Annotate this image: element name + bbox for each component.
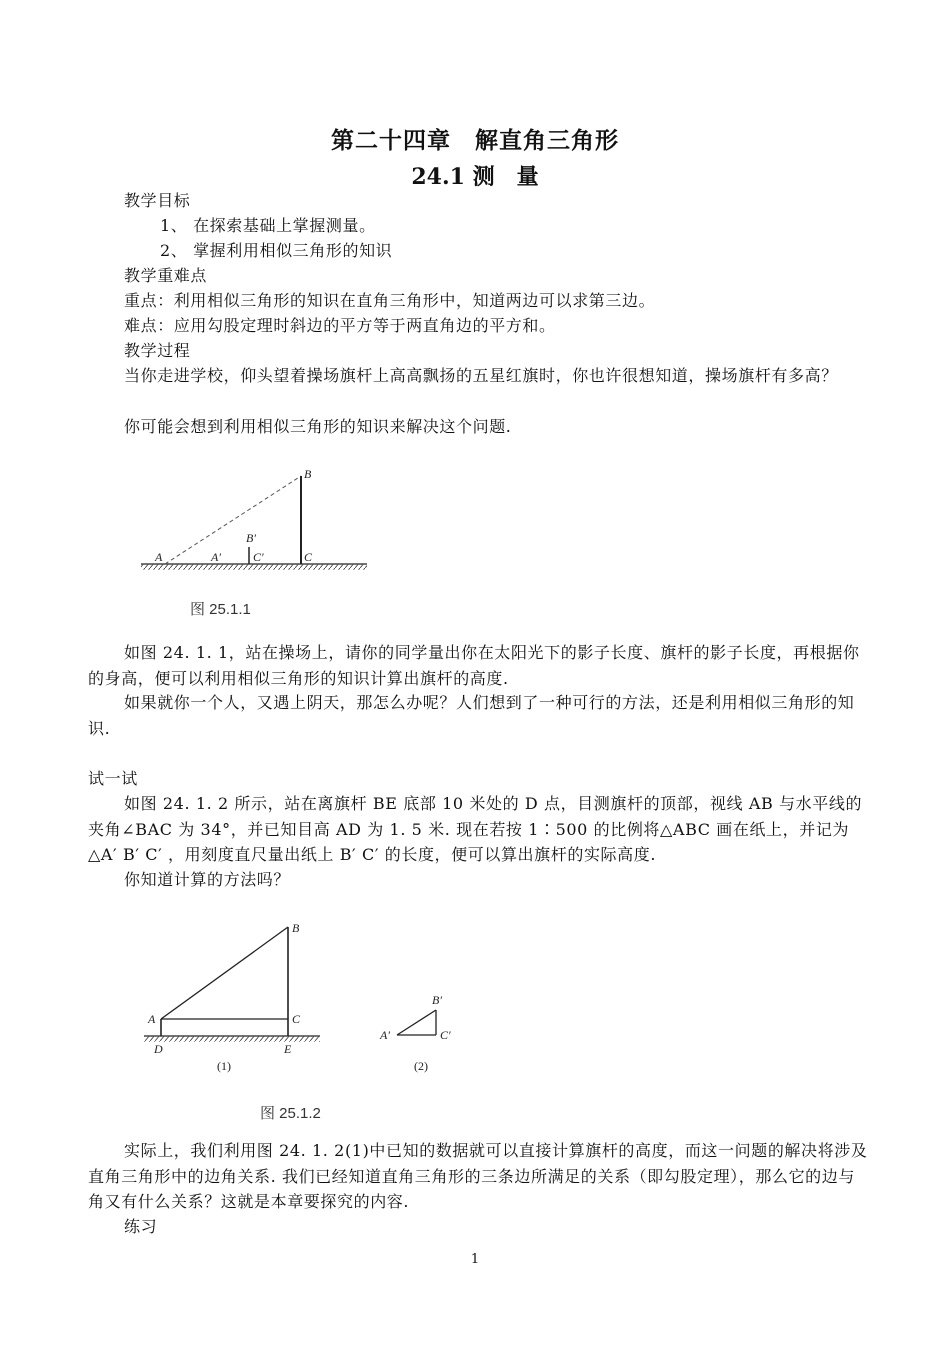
try-paragraph-2: 你知道计算的方法吗？	[124, 870, 291, 889]
label-C: C	[292, 1012, 301, 1026]
figure-2-caption: 图 25.1.2	[260, 1105, 321, 1122]
label-A: A	[155, 550, 163, 564]
process-label: 教学过程	[124, 341, 191, 360]
try-section-label: 试一试	[88, 769, 138, 788]
label-C-prime: C′	[440, 1028, 451, 1042]
figure-1-paragraph-2: 如果就你一个人，又遇上阴天，那怎么办呢？人们想到了一种可行的方法，还是利用相似三角形的知识.	[88, 693, 855, 738]
try-paragraph-1: 如图 24. 1. 2 所示，站在离旗杆 BE 底部 10 米处的 D 点，目测旗杆的顶部，视线 AB 与水平线的夹角∠BAC 为 34°，并已知目高 AD 为 1. 5 米. 现在若按 1∶500 的比例将△ABC 画在纸上，并记为△A′ B′ C′ ，用刻度直尺量出纸上 B′ C′ 的长度，便可以算出旗杆的实际高度.	[88, 794, 863, 864]
sun-ray-line	[165, 476, 301, 564]
label-E: E	[284, 1042, 292, 1056]
ground-hatch	[141, 565, 367, 570]
label-B: B	[292, 921, 300, 935]
label-A-prime: A′	[380, 1028, 390, 1042]
hard-point: 难点：应用勾股定理时斜边的平方等于两直角边的平方和。	[124, 316, 556, 335]
key-point: 重点：利用相似三角形的知识在直角三角形中，知道两边可以求第三边。	[124, 291, 656, 310]
section-title: 24.1 测 量	[411, 164, 539, 190]
label-B-prime: B′	[246, 531, 256, 545]
practice-label: 练习	[124, 1217, 158, 1236]
objective-item-1: 1、 在探索基础上掌握测量。	[160, 216, 376, 235]
label-B-prime: B′	[432, 993, 442, 1007]
process-paragraph-2: 你可能会想到利用相似三角形的知识来解决这个问题.	[124, 417, 512, 436]
sub-caption-2: (2)	[414, 1059, 428, 1073]
figure-flagpole-diagram	[140, 915, 470, 1080]
figure-1-paragraph-1: 如图 24. 1. 1，站在操场上，请你的同学量出你在太阳光下的影子长度、旗杆的影子长度，再根据你的身高，便可以利用相似三角形的知识计算出旗杆的高度.	[88, 643, 860, 688]
line-AB	[161, 927, 288, 1019]
line-A-prime-B-prime	[397, 1010, 436, 1035]
label-B: B	[304, 467, 312, 481]
objective-item-2: 2、 掌握利用相似三角形的知识	[160, 241, 393, 260]
ground-hatch	[144, 1037, 320, 1042]
label-C-prime: C′	[253, 550, 264, 564]
sub-caption-1: (1)	[217, 1059, 231, 1073]
label-A-prime: A′	[211, 550, 221, 564]
label-A: A	[148, 1012, 156, 1026]
difficulties-label: 教学重难点	[124, 266, 208, 285]
label-D: D	[154, 1042, 163, 1056]
objectives-label: 教学目标	[124, 191, 191, 210]
figure-shadow-diagram	[135, 460, 375, 580]
process-paragraph-1: 当你走进学校，仰头望着操场旗杆上高高飘扬的五星红旗时，你也许很想知道，操场旗杆有多高？	[124, 366, 838, 385]
chapter-title: 第二十四章 解直角三角形	[331, 127, 619, 154]
label-C: C	[304, 550, 313, 564]
conclusion-paragraph: 实际上，我们利用图 24. 1. 2(1)中已知的数据就可以直接计算旗杆的高度，而这一问题的解决将涉及直角三角形中的边角关系. 我们已经知道直角三角形的三条边所满足的关系（即勾股定理），那么它的边与角又有什么关系？这就是本章要探究的内容.	[88, 1141, 868, 1211]
page-number: 1	[470, 1252, 480, 1267]
figure-1-caption: 图 25.1.1	[190, 601, 251, 618]
